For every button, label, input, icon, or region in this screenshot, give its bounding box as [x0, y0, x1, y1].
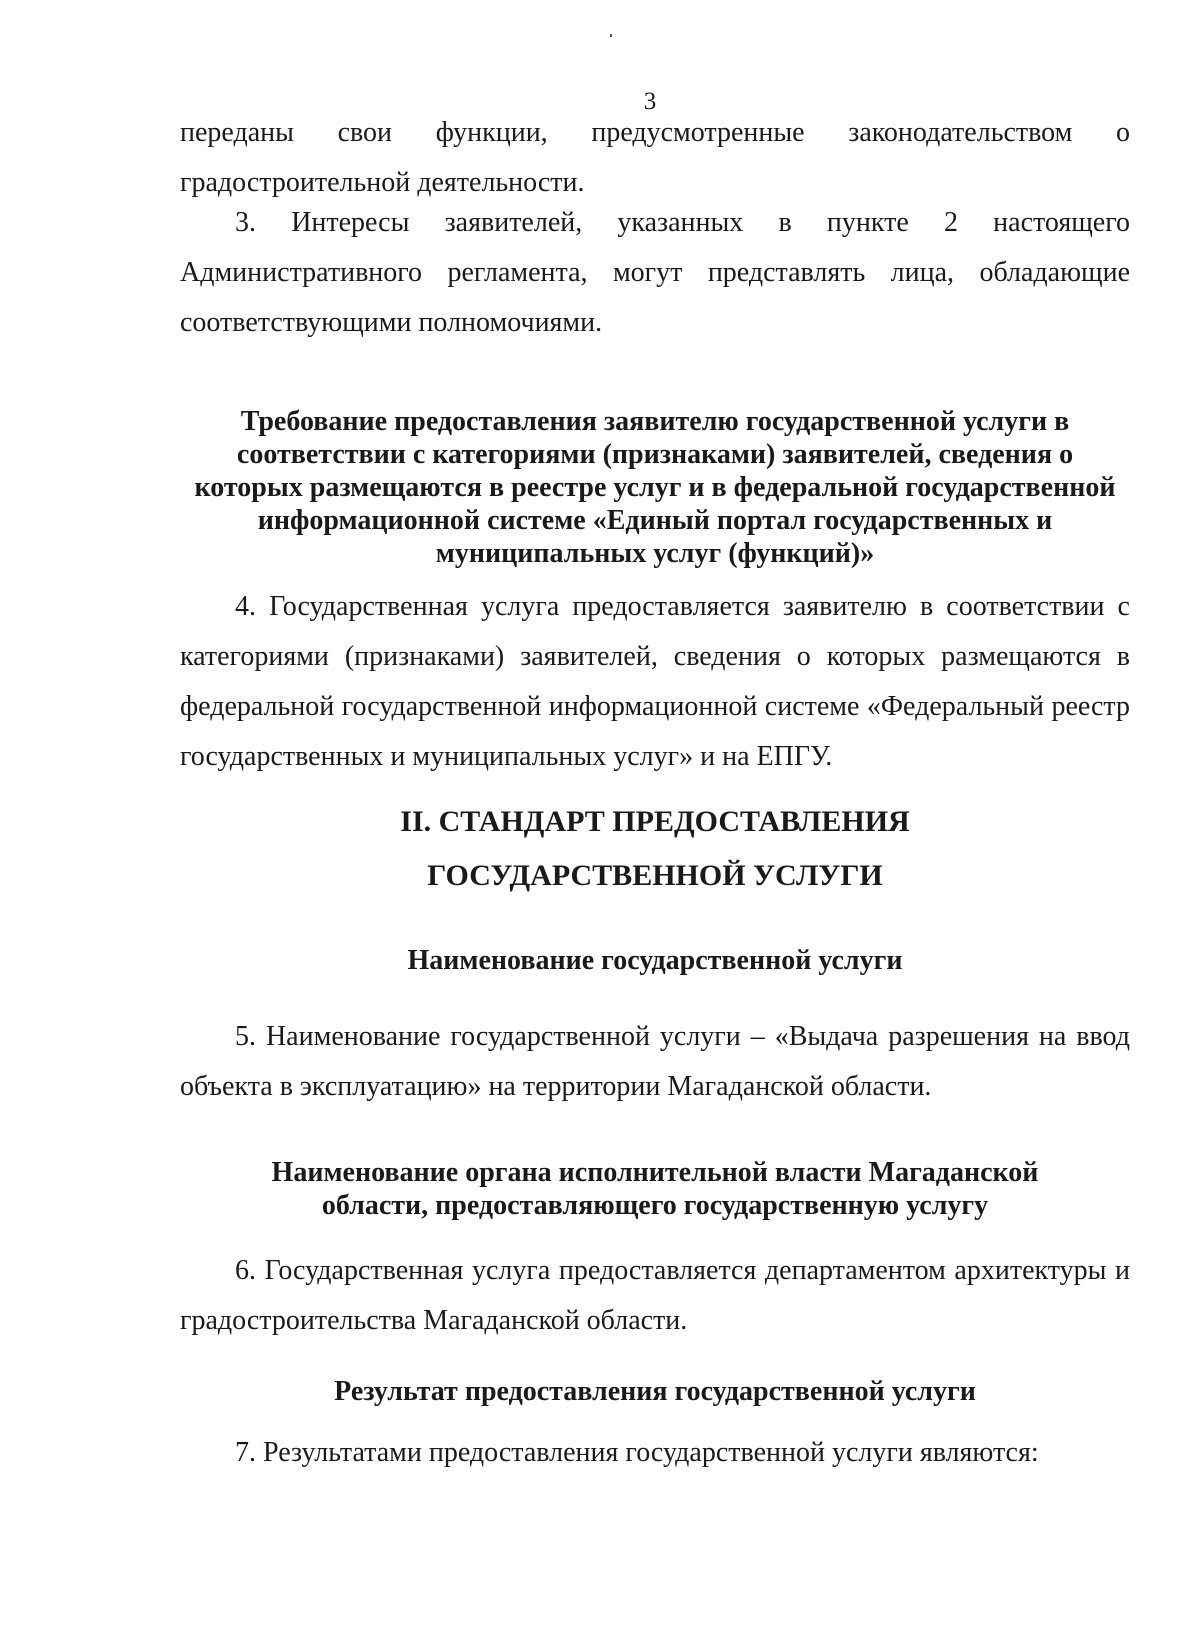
- page-number: 3: [643, 88, 657, 115]
- paragraph-7: 7. Результатами предоставления государственной услуги являются:: [235, 1437, 1039, 1468]
- paragraph-5: 5. Наименование государственной услуги – «Выдача разрешения на ввод объекта в эксплуатацию» на территории Магаданской области.: [180, 1021, 1130, 1102]
- scan-mark: [610, 34, 612, 37]
- heading-authority: Наименование органа исполнительной власти Магаданской области, предоставляющего государственную услугу: [271, 1157, 1039, 1221]
- heading-requirement: Требование предоставления заявителю государственной услуги в соответствии с категориями (признаками) заявителей, сведения о которых размещаются в реестре услуг и в федеральной государственной информационной системе «Единый портал государственных и муниципальных услуг (функций)»: [194, 406, 1116, 569]
- heading-result: Результат предоставления государственной услуги: [334, 1376, 976, 1407]
- paragraph-continuation: переданы свои функции, предусмотренные законодательством о градостроительной деятельности.: [180, 117, 1130, 198]
- paragraph-4: 4. Государственная услуга предоставляется заявителю в соответствии с категориями (признаками) заявителей, сведения о которых размещаются в федеральной государственной информационной системе «Федеральный реестр государственных и муниципальных услуг» и на ЕПГУ.: [180, 591, 1130, 772]
- heading-service-name: Наименование государственной услуги: [407, 945, 903, 976]
- paragraph-3: 3. Интересы заявителей, указанных в пункте 2 настоящего Административного регламента, могут представлять лица, обладающие соответствующими полномочиями.: [180, 207, 1130, 338]
- section-title-ii: II. СТАНДАРТ ПРЕДОСТАВЛЕНИЯ ГОСУДАРСТВЕННОЙ УСЛУГИ: [400, 805, 910, 892]
- paragraph-6: 6. Государственная услуга предоставляется департаментом архитектуры и градостроительства Магаданской области.: [180, 1255, 1130, 1336]
